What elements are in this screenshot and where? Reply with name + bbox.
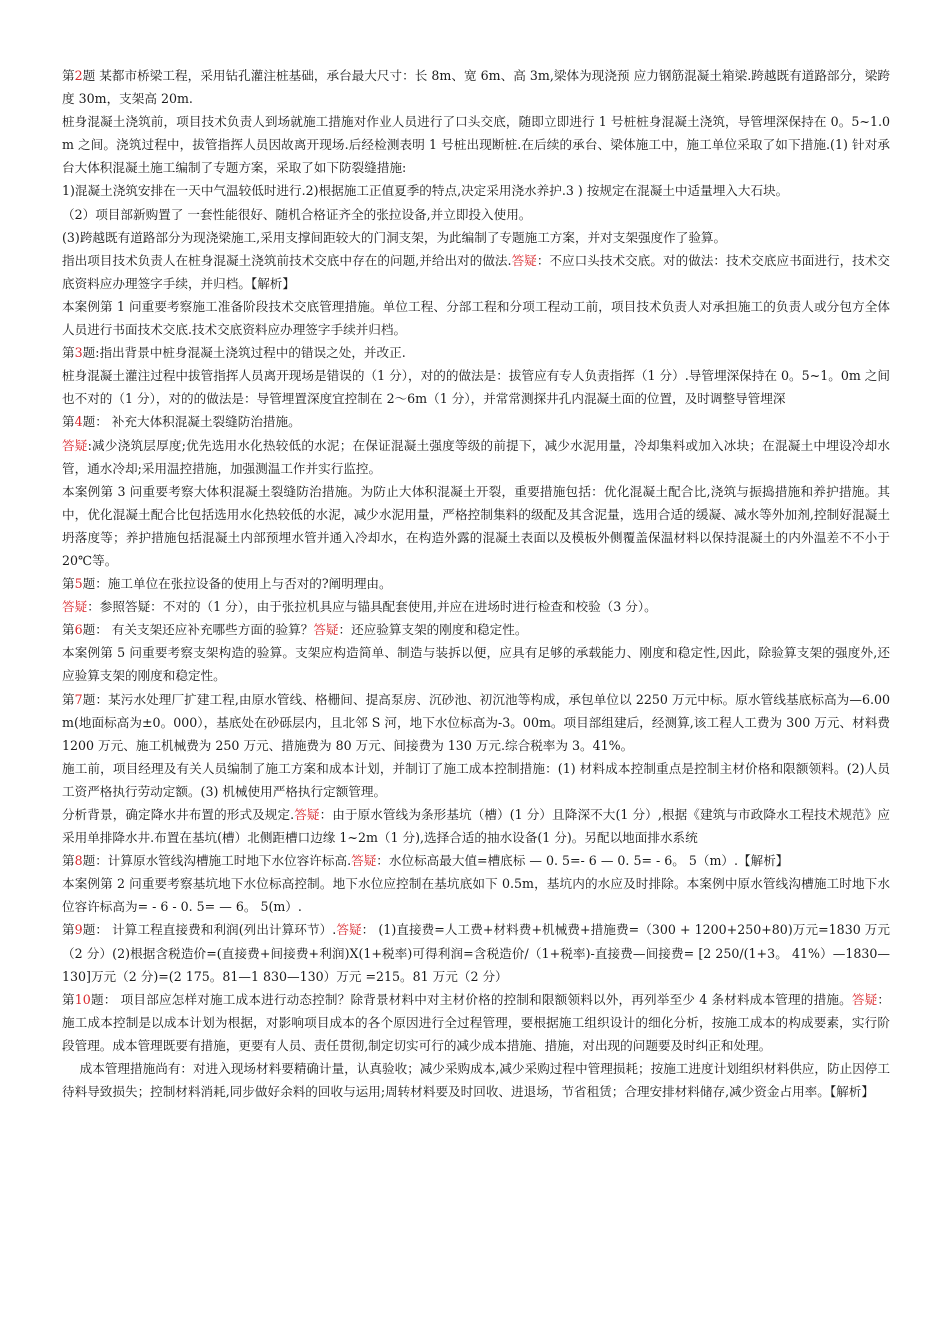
highlight-text: 6 bbox=[74, 622, 83, 638]
paragraph bbox=[62, 872, 890, 918]
highlight-text: 答疑 bbox=[294, 807, 320, 822]
paragraph bbox=[62, 641, 890, 687]
text-run: 第 bbox=[62, 576, 75, 592]
paragraph bbox=[62, 249, 890, 295]
text-run: 题：计算原水管线沟槽施工时地下水位容许标高. bbox=[82, 853, 352, 869]
text-run: :减少浇筑层厚度;优先选用水化热较低的水泥；在保证混凝土强度等级的前提下，减少水泥用量，冷却集料或加入冰块；在混凝土中埋设冷却水管，通水冷却;采用温控措施，加强测温工作并实行监控。 bbox=[62, 437, 890, 476]
text-run: 第 bbox=[62, 991, 75, 1007]
text-run: （2）项目部新购置了 一套性能很好、随机合格证齐全的张拉设备,并立即投入使用。 bbox=[62, 206, 532, 222]
text-run: 本案例第 1 问重要考察施工准备阶段技术交底管理措施。单位工程、分部工程和分项工程动工前，项目技术负责人对承担施工的负责人或分包方全体人员进行书面技术交底.技术交底资料应办理签字手续并归档。 bbox=[62, 298, 890, 338]
text-run: ： (1)直接费=人工费+材料费+机械费+措施费=（300 + 1200+250+80)万元=1830 万元（2 分）(2)根据含税造价=(直接费+间接费+利润)X(1+税率)可得利润=含税造价/（1+税率)-直接费—间接费= [2 250/(1+3。 41%）—1830—130]万元（2 分)=(2 175。81—1 830—130）万元 =215。81 万元（2 分） bbox=[62, 922, 891, 984]
highlight-text: 3 bbox=[74, 345, 83, 361]
text-run: ：由于原水管线为条形基坑（槽）(1 分）且降深不大(1 分）,根据《建筑与市政降水工程技术规范》应采用单排降水井.布置在基坑(槽）北侧距槽口边缘 1~2m（1 分),选择合适的抽水设备(1 分)。另配以地面排水系统 bbox=[62, 807, 890, 846]
paragraph bbox=[62, 341, 890, 364]
paragraph bbox=[62, 226, 890, 249]
text-run: 题：施工单位在张拉设备的使用上与否对的?阐明理由。 bbox=[82, 576, 392, 592]
text-run: 1)混凝土浇筑安排在一天中气温较低时进行.2)根据施工正值夏季的特点,决定采用浇水养护.3 ) 按规定在混凝土中适量埋入大石块。 bbox=[62, 183, 789, 199]
highlight-text: 答疑 bbox=[62, 599, 88, 615]
paragraph bbox=[62, 988, 890, 1057]
text-run: 成本管理措施尚有：对进入现场材料要精确计量，认真验收；减少采购成本,减少采购过程中管理损耗；按施工进度计划组织材料供应，防止因停工待料导致损失；控制材料消耗,同步做好余料的回收与运用;周转材料要及时回收、进退场，节省租赁；合理安排材料储存,减少资金占用率。【解析】 bbox=[62, 1061, 890, 1100]
text-run: 第 bbox=[62, 853, 75, 869]
paragraph bbox=[62, 572, 890, 595]
paragraph bbox=[62, 203, 890, 226]
text-run: 本案例第 5 问重要考察支架构造的验算。支架应构造简单、制造与装拆以便，应具有足够的承载能力、刚度和稳定性,因此，除验算支架的强度外,还应验算支架的刚度和稳定性。 bbox=[62, 645, 890, 684]
text-run: 第 bbox=[62, 622, 75, 638]
highlight-text: 10 bbox=[74, 991, 91, 1007]
highlight-text: 4 bbox=[74, 414, 83, 430]
text-run: ：水位标高最大值=槽底标 — 0. 5=- 6 — 0. 5= - 6。 5（m）.【解析】 bbox=[376, 853, 789, 869]
text-run: 题： 有关支架还应补充哪些方面的验算？ bbox=[82, 622, 314, 638]
document-body bbox=[62, 64, 890, 1103]
paragraph bbox=[62, 595, 890, 618]
text-run: 题： 补充大体积混凝土裂缝防治措施。 bbox=[82, 414, 301, 430]
highlight-text: 2 bbox=[74, 68, 83, 83]
paragraph bbox=[62, 410, 890, 433]
paragraph bbox=[62, 918, 890, 987]
text-run: 桩身混凝土浇筑前，项目技术负责人到场就施工措施对作业人员进行了口头交底，随即立即进行 1 号桩桩身混凝土浇筑，导管埋深保持在 0。5~1.0m 之间。浇筑过程中，拔管指挥人员因故离开现场.后经检测表明 1 号桩出现断桩.在后续的承台、梁体施工中，施工单位采取了如下措施.(1) 针对承台大体积混凝土施工编制了专题方案，采取了如下防裂缝措施: bbox=[62, 114, 890, 176]
text-run: 题：某污水处理厂扩建工程,由原水管线、格栅间、提高泵房、沉砂池、初沉池等构成，承包单位以 2250 万元中标。原水管线基底标高为—6.00m(地面标高为±0。000），基底处在砂砾层内，且北邻 S 河，地下水位标高为-3。00m。项目部组建后，经测算,该工程人工费为 300 万元、材料费 1200 万元、施工机械费为 250 万元、措施费为 80 万元、间接费为 130 万元.综合税率为 3。41%。 bbox=[62, 691, 890, 753]
paragraph bbox=[62, 1057, 890, 1103]
text-run: 施工前，项目经理及有关人员编制了施工方案和成本计划，并制订了施工成本控制措施：(1) 材料成本控制重点是控制主材价格和限额领料。(2)人员工资严格执行劳动定额。(3) 机械使用严格执行定额管理。 bbox=[62, 760, 890, 799]
highlight-text: 答疑 bbox=[62, 437, 88, 453]
text-run: ：还应验算支架的刚度和稳定性。 bbox=[338, 622, 528, 638]
highlight-text: 7 bbox=[74, 691, 83, 707]
highlight-text: 5 bbox=[74, 576, 83, 592]
highlight-text: 答疑 bbox=[313, 622, 339, 638]
highlight-text: 8 bbox=[74, 853, 83, 869]
paragraph bbox=[62, 110, 890, 179]
paragraph bbox=[62, 179, 890, 202]
text-run: 第 bbox=[62, 691, 75, 707]
paragraph bbox=[62, 849, 890, 872]
text-run: 第 bbox=[62, 414, 75, 430]
text-run: 题： 计算工程直接费和利润(列出计算环节）. bbox=[82, 922, 337, 938]
highlight-text: 答疑 bbox=[351, 853, 377, 869]
text-run: 题： 项目部应怎样对施工成本进行动态控制？除背景材料中对主材价格的控制和限额领料以外，再列举至少 4 条材料成本管理的措施。 bbox=[90, 991, 852, 1007]
text-run: 题 某都市桥梁工程，采用钻孔灌注桩基础，承台最大尺寸：长 8m、宽 6m、高 3m,梁体为现浇预 应力钢筋混凝土箱梁.跨越既有道路部分，梁跨度 30m，支架高 20m. bbox=[62, 68, 891, 107]
text-run: 第 bbox=[62, 345, 75, 361]
highlight-text: 答疑 bbox=[851, 991, 878, 1007]
text-run: (3)跨越既有道路部分为现浇梁施工,采用支撑间距较大的门洞支架，为此编制了专题施工方案，并对支架强度作了验算。 bbox=[62, 229, 727, 245]
text-run: ：参照答疑：不对的（1 分），由于张拉机具应与锚具配套使用,并应在进场时进行检查和校验（3 分）。 bbox=[87, 599, 657, 615]
paragraph bbox=[62, 803, 890, 849]
text-run: 本案例第 2 问重要考察基坑地下水位标高控制。地下水位应控制在基坑底如下 0.5m，基坑内的水应及时排除。本案例中原水管线沟槽施工时地下水位容许标高为= - 6 - 0. 5= — 6。 5(m）. bbox=[62, 876, 890, 915]
highlight-text: 答疑 bbox=[511, 252, 537, 268]
text-run: 题:指出背景中桩身混凝土浇筑过程中的错误之处，并改正. bbox=[82, 345, 406, 361]
paragraph bbox=[62, 64, 890, 110]
text-run: 本案例第 3 问重要考察大体积混凝土裂缝防治措施。为防止大体积混凝土开裂，重要措施包括：优化混凝土配合比,浇筑与振捣措施和养护措施。其中，优化混凝土配合比包括选用水化热较低的水泥，减少水泥用量，严格控制集料的级配及其含泥量，选用合适的缓凝、减水等外加剂,控制好混凝土坍落度等；养护措施包括混凝土内部预埋水管并通入冷却水，在构造外露的混凝土表面以及模板外侧覆盖保温材料以保持混凝土的内外温差不不小于 20℃等。 bbox=[62, 483, 890, 568]
paragraph bbox=[62, 688, 890, 757]
text-run: 第 bbox=[62, 922, 75, 938]
paragraph bbox=[62, 364, 890, 410]
text-run: 指出项目技术负责人在桩身混凝土浇筑前技术交底中存在的问题,并给出对的做法. bbox=[62, 252, 512, 268]
paragraph bbox=[62, 480, 890, 572]
paragraph bbox=[62, 757, 890, 803]
highlight-text: 9 bbox=[74, 922, 83, 938]
paragraph bbox=[62, 434, 890, 480]
text-run: ：不应口头技术交底。对的做法：技术交底应书面进行，技术交底资料应办理签字手续，并归档。【解析】 bbox=[62, 252, 891, 291]
highlight-text: 答疑 bbox=[336, 922, 362, 938]
text-run: 分析背景，确定降水井布置的形式及规定. bbox=[62, 807, 295, 822]
text-run: ： 施工成本控制是以成本计划为根据，对影响项目成本的各个原因进行全过程管理，要根据施工组织设计的细化分析，按施工成本的构成要素，实行阶段管理。成本管理既要有措施，更要有人员、责任贯彻,制定切实可行的减少成本措施、措施，对出现的问题要及时纠正和处理。 bbox=[62, 991, 890, 1053]
paragraph bbox=[62, 618, 890, 641]
text-run: 第 bbox=[62, 68, 75, 83]
paragraph bbox=[62, 295, 890, 341]
text-run: 桩身混凝土灌注过程中拔管指挥人员离开现场是错误的（1 分），对的的做法是：拔管应有专人负责指挥（1 分）.导管埋深保持在 0。5~1。0m 之间也不对的（1 分），对的的做法是：导管埋置深度宜控制在 2～6m（1 分），并常常测探井孔内混凝土面的位置，及时调整导管埋深 bbox=[62, 368, 890, 407]
